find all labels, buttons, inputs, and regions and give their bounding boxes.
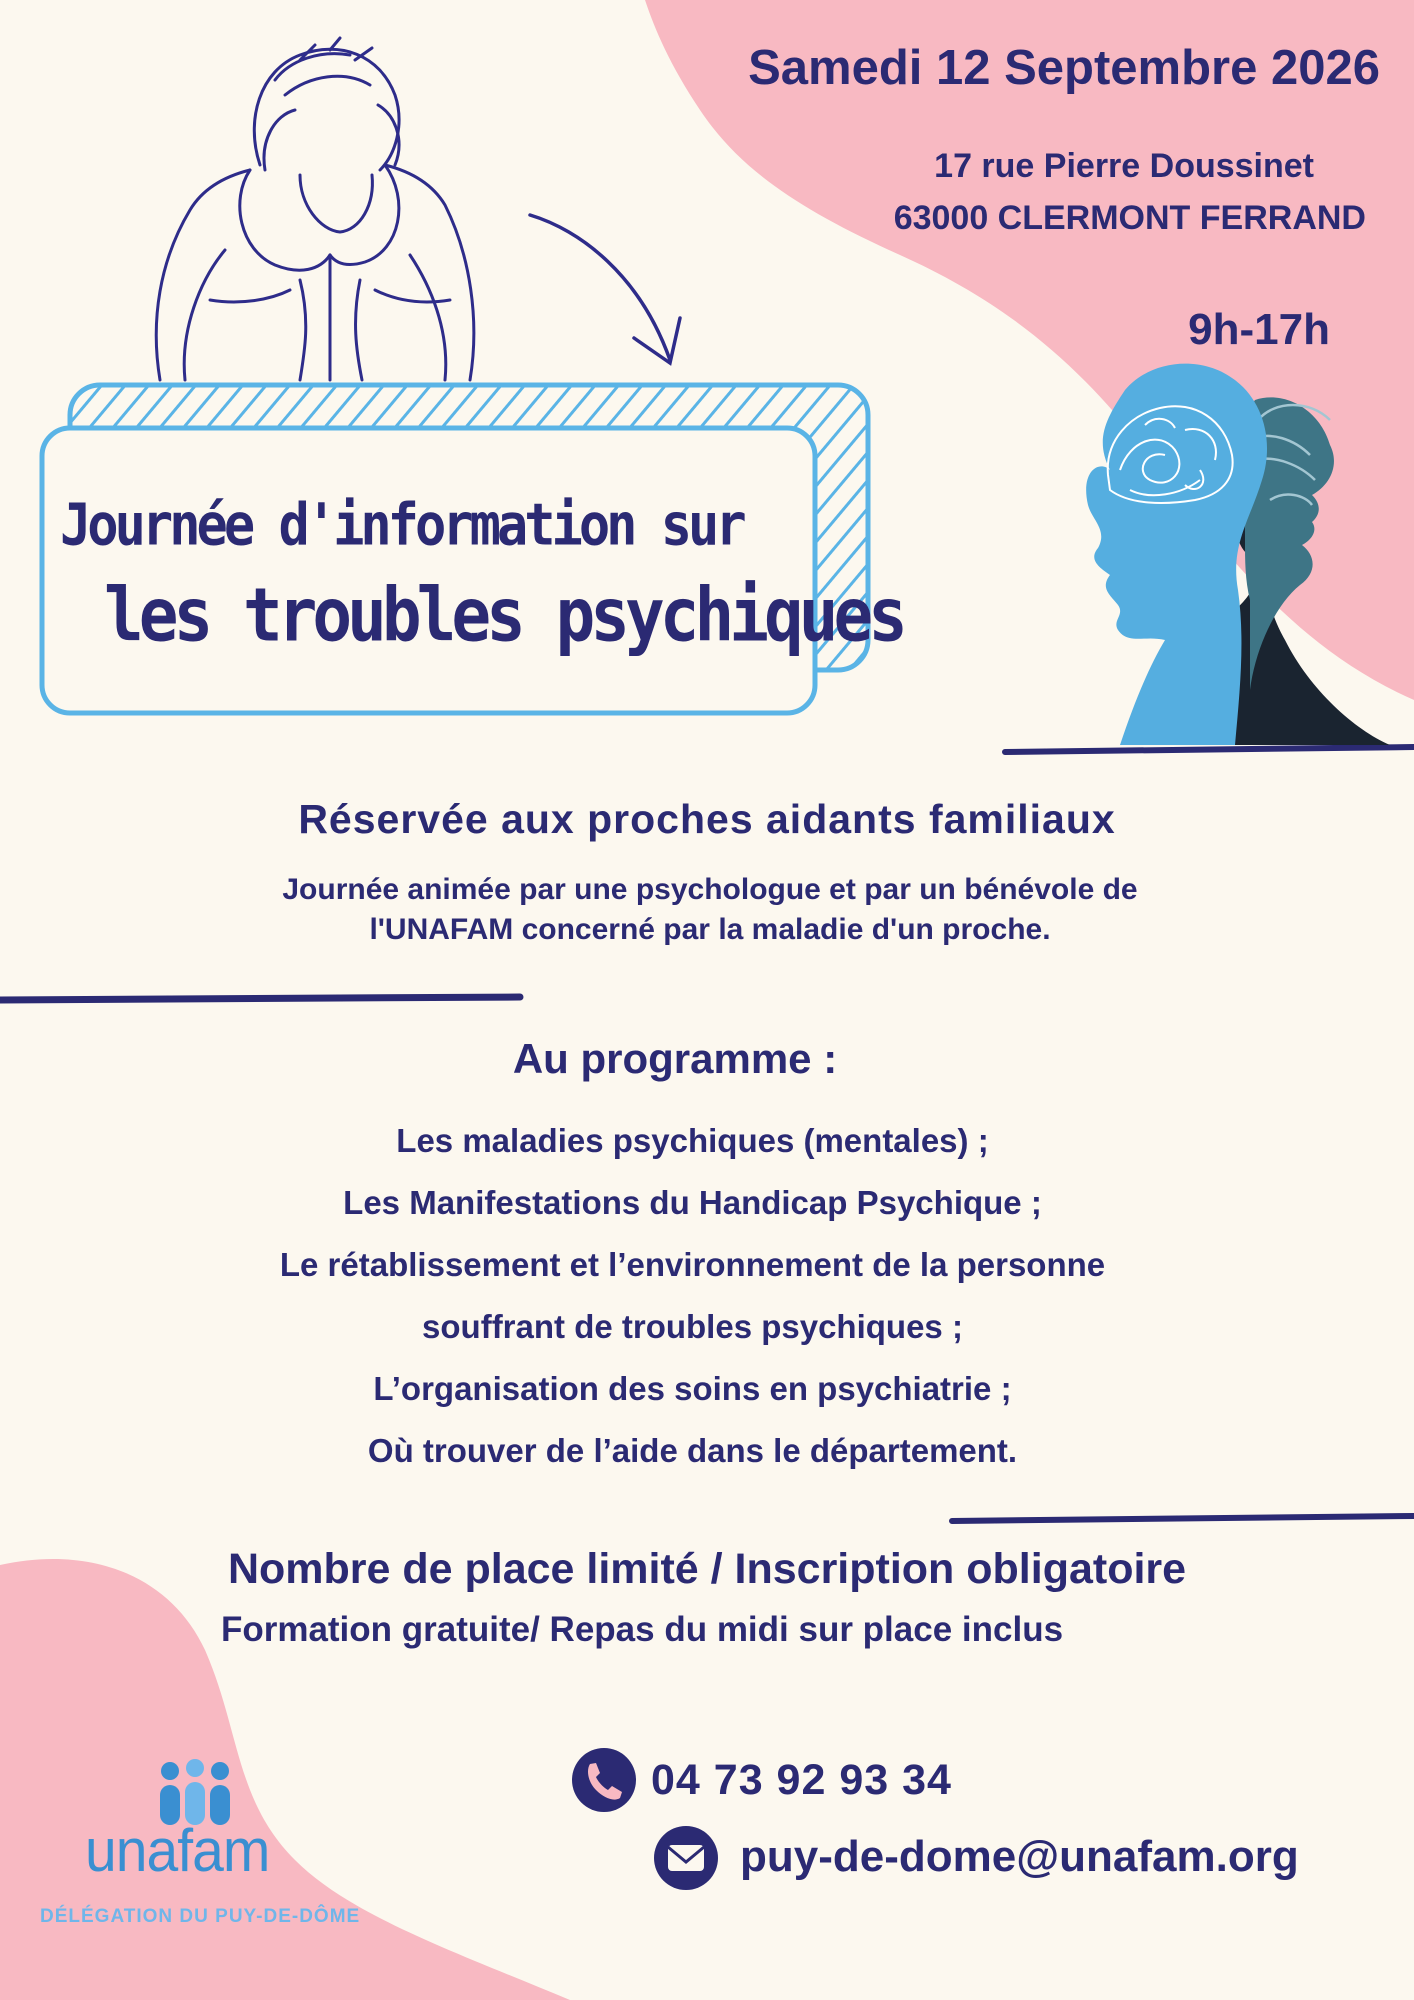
program-item: Les Manifestations du Handicap Psychique ;: [343, 1184, 1042, 1221]
curved-arrow-illustration: [530, 215, 680, 363]
address-line-2: 63000 CLERMONT FERRAND: [893, 199, 1366, 237]
contact-email[interactable]: puy-de-dome@unafam.org: [740, 1832, 1299, 1881]
title-line-1: Journée d'information sur: [60, 492, 743, 560]
divider-middle-left: [0, 997, 520, 1000]
divider-lower-right: [952, 1516, 1414, 1521]
delegation-label: DÉLÉGATION DU PUY-DE-DÔME: [40, 1906, 361, 1927]
program-item: Où trouver de l’aide dans le département.: [367, 1432, 1018, 1469]
audience-description: [140, 870, 1280, 950]
title-box-front: [42, 428, 815, 713]
divider-top-right: [1005, 747, 1414, 752]
program-heading: Au programme :: [512, 1035, 838, 1082]
description-line-1: Journée animée par une psychologue et par un bénévole de: [282, 873, 1138, 906]
address-line-1: 17 rue Pierre Doussinet: [934, 147, 1314, 185]
program-item: Le rétablissement et l’environnement de la personne: [279, 1246, 1106, 1283]
program-item: souffrant de troubles psychiques ;: [422, 1308, 963, 1345]
program-item: Les maladies psychiques (mentales) ;: [396, 1122, 989, 1159]
contact-phone[interactable]: 04 73 92 93 34: [651, 1756, 952, 1804]
program-list: [100, 1110, 1285, 1482]
phone-icon: [572, 1748, 636, 1812]
audience-subtitle: Réservée aux proches aidants familiaux: [298, 796, 1116, 842]
event-time: 9h-17h: [1188, 305, 1330, 354]
stressed-person-illustration: [125, 38, 535, 385]
registration-limit: Nombre de place limité / Inscription obligatoire: [227, 1545, 1187, 1593]
title-line-2: les troubles psychiques: [104, 572, 903, 659]
unafam-logo-text: unafam: [85, 1817, 270, 1884]
event-date: Samedi 12 Septembre 2026: [748, 41, 1380, 95]
mail-icon: [654, 1826, 718, 1890]
event-address: [700, 140, 1366, 244]
program-item: L’organisation des soins en psychiatrie ;: [373, 1370, 1012, 1407]
registration-details: Formation gratuite/ Repas du midi sur place inclus: [220, 1610, 1064, 1649]
description-line-2: l'UNAFAM concerné par la maladie d'un proche.: [369, 913, 1051, 946]
